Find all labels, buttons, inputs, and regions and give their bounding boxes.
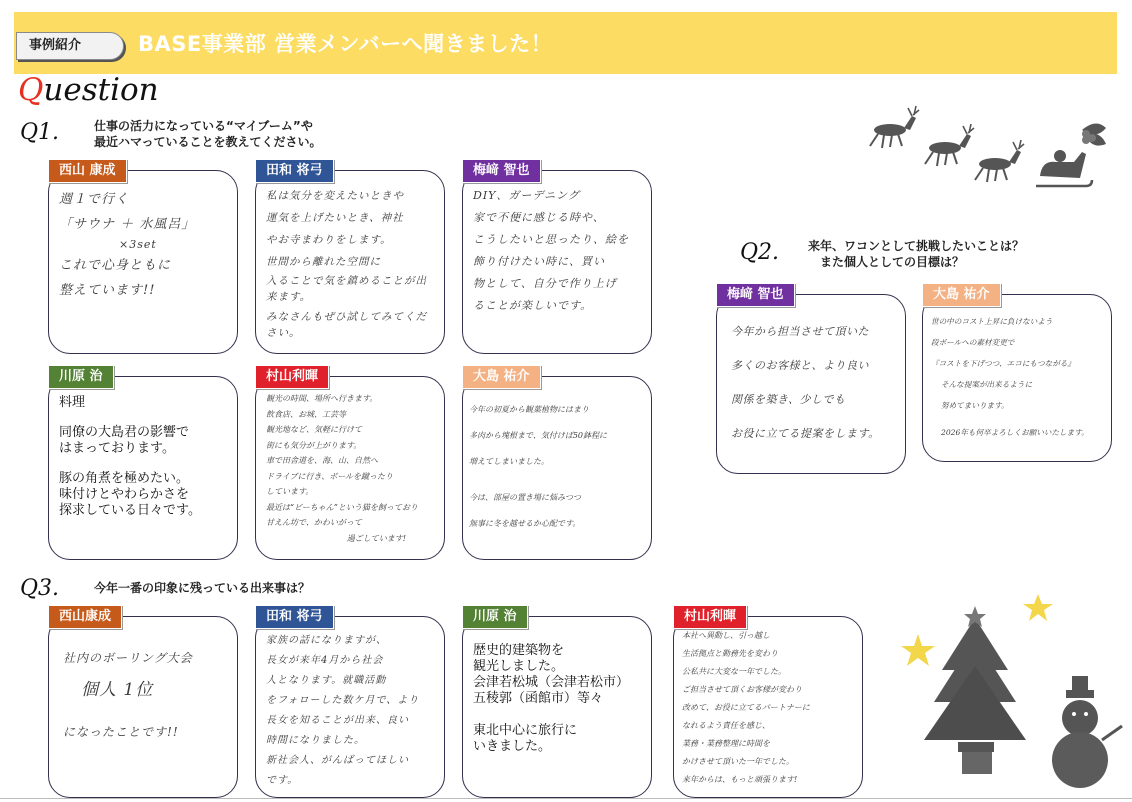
tree-snowman-illustration — [890, 590, 1126, 790]
answer-line: なれるよう責任を感じ、 — [682, 721, 770, 730]
q3-name-kawahara: 川原 治 — [462, 605, 528, 629]
answer-line: 観光の時間、場所へ行きます。 — [266, 394, 378, 403]
answer-line: 段ボールへの素材変更で — [931, 338, 1015, 347]
answer-line: 『コストを下げつつ、エコにもつながる』 — [931, 359, 1075, 368]
answer-line: 業務・業務整理に時間を — [682, 739, 770, 748]
answer-line: 入ることで気を鎮めることが出来ます。 — [266, 275, 427, 303]
q3-name-tawa: 田和 将弓 — [255, 605, 334, 629]
answer-text — [731, 315, 897, 465]
q1-name-oshima: 大島 祐介 — [462, 365, 541, 389]
answer-line: 最近は“ビーちゃん”という猫を飼っており — [266, 502, 418, 512]
q2-text-line-2: また個人としての目標は？ — [820, 255, 965, 269]
q1-name-murayama: 村山利暉 — [255, 365, 329, 389]
q3-name-murayama: 村山利暉 — [673, 605, 747, 629]
q1-answer-card-umezaki — [462, 170, 652, 354]
answer-line: 個人 1位 — [81, 680, 154, 700]
q2-text — [808, 238, 1024, 270]
answer-line: こうしたいと思ったり、絵を — [473, 233, 629, 246]
reindeer-sleigh-illustration — [860, 100, 1120, 210]
page-bottom-divider — [0, 798, 1132, 799]
q2-number: Q2. — [740, 240, 780, 265]
answer-line — [469, 475, 643, 485]
q1-text — [94, 118, 322, 150]
q2-name-umezaki: 梅﨑 智也 — [716, 283, 795, 307]
answer-line — [59, 411, 229, 425]
q1-name-nishiyama: 西山 康成 — [48, 159, 127, 183]
answer-text — [473, 185, 643, 345]
q3-answer-card-tawa — [255, 616, 445, 798]
sleigh-icon — [1036, 150, 1092, 186]
question-rest: uestion — [43, 72, 159, 108]
answer-line: ×3set — [59, 238, 157, 251]
q1-name-kawahara: 川原 治 — [48, 365, 114, 389]
answer-line: 生活拠点と勤務先を変わり — [682, 649, 778, 658]
answer-line: 整えています!! — [59, 283, 156, 298]
q1-answer-card-kawahara — [48, 376, 238, 560]
answer-line: 増えてしまいました。 — [469, 457, 549, 466]
answer-line: いきました。 — [473, 739, 552, 754]
answer-line: 時間になりました。 — [266, 735, 365, 746]
q3-text: 今年一番の印象に残っている出来事は？ — [94, 581, 311, 595]
answer-line: ドライブに行き、ボールを蹴ったり — [266, 471, 394, 481]
q1-answer-card-tawa — [255, 170, 445, 354]
q2-text-line-1: 来年、ワコンとして挑戦したいことは？ — [808, 239, 1025, 253]
answer-line: 新社会人、がんばってほしい — [266, 755, 409, 766]
answer-line: DIY、ガーデニング — [473, 189, 580, 202]
answer-line: 家族の話になりますが、 — [266, 635, 387, 646]
answer-line: 飲食店、お城、工芸等 — [266, 409, 346, 419]
answer-text — [469, 397, 643, 551]
answer-line: 甘えん坊で、かわいがって — [266, 518, 362, 527]
answer-line: 豚の角煮を極めたい。 — [59, 471, 190, 486]
q1-answer-card-murayama — [255, 376, 445, 560]
answer-line: 関係を築き、少しでも — [731, 393, 846, 406]
answer-line: 探求している日々です。 — [59, 503, 201, 518]
question-heading — [18, 72, 159, 108]
answer-line: 週１で行く — [59, 192, 130, 207]
answer-line: そんな提案が出来るように — [941, 380, 1033, 389]
answer-line: 2026年も何卒よろしくお願いいたします。 — [941, 428, 1089, 437]
answer-line: 過ごしています! — [346, 533, 406, 543]
answer-line: かけさせて頂いた一年でした。 — [682, 757, 794, 766]
answer-text — [266, 631, 436, 789]
answer-text — [931, 311, 1103, 453]
holly-icon — [1082, 123, 1106, 145]
answer-line: 観光しました。 — [473, 659, 565, 674]
answer-line: やお寺まわりをします。 — [266, 234, 392, 246]
answer-text — [59, 187, 229, 345]
answer-text — [473, 643, 643, 789]
answer-line: 長女が来年4月から社会 — [266, 655, 384, 666]
answer-line: 改めて、お役に立てるパートナーに — [682, 703, 810, 712]
christmas-tree-icon — [924, 606, 1026, 774]
q1-number: Q1. — [20, 120, 60, 145]
answer-line — [473, 707, 643, 723]
reindeer-icon — [925, 124, 974, 166]
answer-line: しています。 — [266, 487, 314, 496]
answer-line: 今年から担当させて頂いた — [731, 325, 869, 338]
answer-text — [266, 185, 436, 345]
answer-line: 五稜郭（函館市）等々 — [473, 691, 604, 706]
answer-line: みなさんもぜひ試してみてください。 — [266, 311, 427, 339]
answer-line: 本社へ異動し、引っ越し — [682, 631, 770, 640]
answer-line: 多肉から塊根まで、気付けば50鉢程に — [469, 431, 608, 440]
answer-line — [59, 457, 229, 471]
q3-number: Q3. — [20, 576, 60, 601]
answer-line: 長女を知ることが出来、良い — [266, 715, 409, 726]
q1-answer-card-nishiyama — [48, 170, 238, 354]
reindeer-icon — [870, 106, 919, 148]
q2-name-oshima: 大島 祐介 — [922, 283, 1001, 307]
answer-line: 無事に冬を越せるか心配です。 — [469, 519, 581, 528]
question-initial: Q — [18, 72, 44, 108]
answer-line: 来年からは、もっと頑張ります! — [682, 775, 798, 784]
answer-line: 多くのお客様と、より良い — [731, 359, 869, 372]
answer-line: 物として、自分で作り上げ — [473, 277, 617, 290]
category-tag: 事例紹介 — [16, 32, 124, 60]
q3-answer-card-kawahara — [462, 616, 652, 798]
q3-answer-card-murayama — [673, 616, 863, 798]
answer-line: 歴史的建築物を — [473, 643, 565, 658]
answer-line: 会津若松城（会津若松市） — [473, 675, 630, 690]
answer-line: はまっております。 — [59, 441, 175, 456]
snowman-icon — [1052, 676, 1122, 788]
answer-text — [266, 391, 436, 551]
q1-text-line-1: 仕事の活力になっている“マイブーム”や — [94, 119, 313, 133]
answer-line: 私は気分を変えたいときや — [266, 190, 404, 202]
answer-line: 料理 — [59, 395, 86, 410]
q3-answer-card-nishiyama — [48, 616, 238, 798]
q1-name-tawa: 田和 将弓 — [255, 159, 334, 183]
star-icon — [1023, 594, 1053, 621]
answer-line: 味付けとやわらかさを — [59, 487, 190, 502]
answer-line: をフォローした数ケ月で、より — [266, 695, 420, 706]
answer-line: 同僚の大島君の影響で — [59, 425, 190, 440]
star-icon — [901, 634, 935, 666]
answer-line: 努めてまいります。 — [941, 401, 1009, 410]
answer-line: 観光地など、気軽に行けて — [266, 425, 362, 434]
q1-text-line-2: 最近ハマっていることを教えてください。 — [94, 135, 322, 149]
q1-name-umezaki: 梅﨑 智也 — [462, 159, 541, 183]
page-title: BASE事業部 営業メンバーへ聞きました！ — [138, 32, 553, 56]
answer-line: 街にも気分が上がります。 — [266, 440, 362, 450]
answer-line: これで心身ともに — [59, 258, 172, 273]
answer-line: 車で田舎道を、海、山、自然へ — [266, 456, 378, 465]
q2-answer-card-oshima — [922, 294, 1112, 462]
q2-answer-card-umezaki — [716, 294, 906, 474]
reindeer-icon — [975, 140, 1024, 182]
answer-text — [63, 647, 229, 789]
answer-line: ることが楽しいです。 — [473, 299, 593, 312]
answer-line: です。 — [266, 775, 299, 786]
answer-line: 公私共に大変な一年でした。 — [682, 667, 786, 676]
answer-line: ご担当させて頂くお客様が変わり — [682, 685, 802, 694]
answer-line: 人となります。就職活動 — [266, 675, 387, 686]
answer-line: 家で不便に感じる時や、 — [473, 211, 605, 224]
answer-line: お役に立てる提案をします。 — [731, 427, 880, 440]
q1-answer-card-oshima — [462, 376, 652, 560]
answer-text — [682, 627, 854, 789]
answer-text — [59, 395, 229, 551]
answer-line: 東北中心に旅行に — [473, 723, 578, 738]
answer-line: 世間から離れた空間に — [266, 256, 381, 268]
q3-name-nishiyama: 西山康成 — [48, 605, 122, 629]
answer-line: 「サウナ ＋ 水風呂」 — [59, 217, 196, 232]
answer-line: 社内のボーリング大会 — [63, 651, 193, 665]
answer-line: 飾り付けたい時に、買い — [473, 255, 605, 268]
answer-line: 今は、部屋の置き場に悩みつつ — [469, 493, 581, 502]
answer-line — [63, 701, 229, 721]
answer-line: になったことです!! — [63, 725, 179, 739]
answer-line: 今年の初夏から観葉植物にはまり — [469, 405, 589, 414]
answer-line — [63, 669, 229, 679]
answer-line: 運気を上げたいとき、神社 — [266, 212, 404, 224]
answer-line: 世の中のコスト上昇に負けないよう — [931, 317, 1053, 326]
